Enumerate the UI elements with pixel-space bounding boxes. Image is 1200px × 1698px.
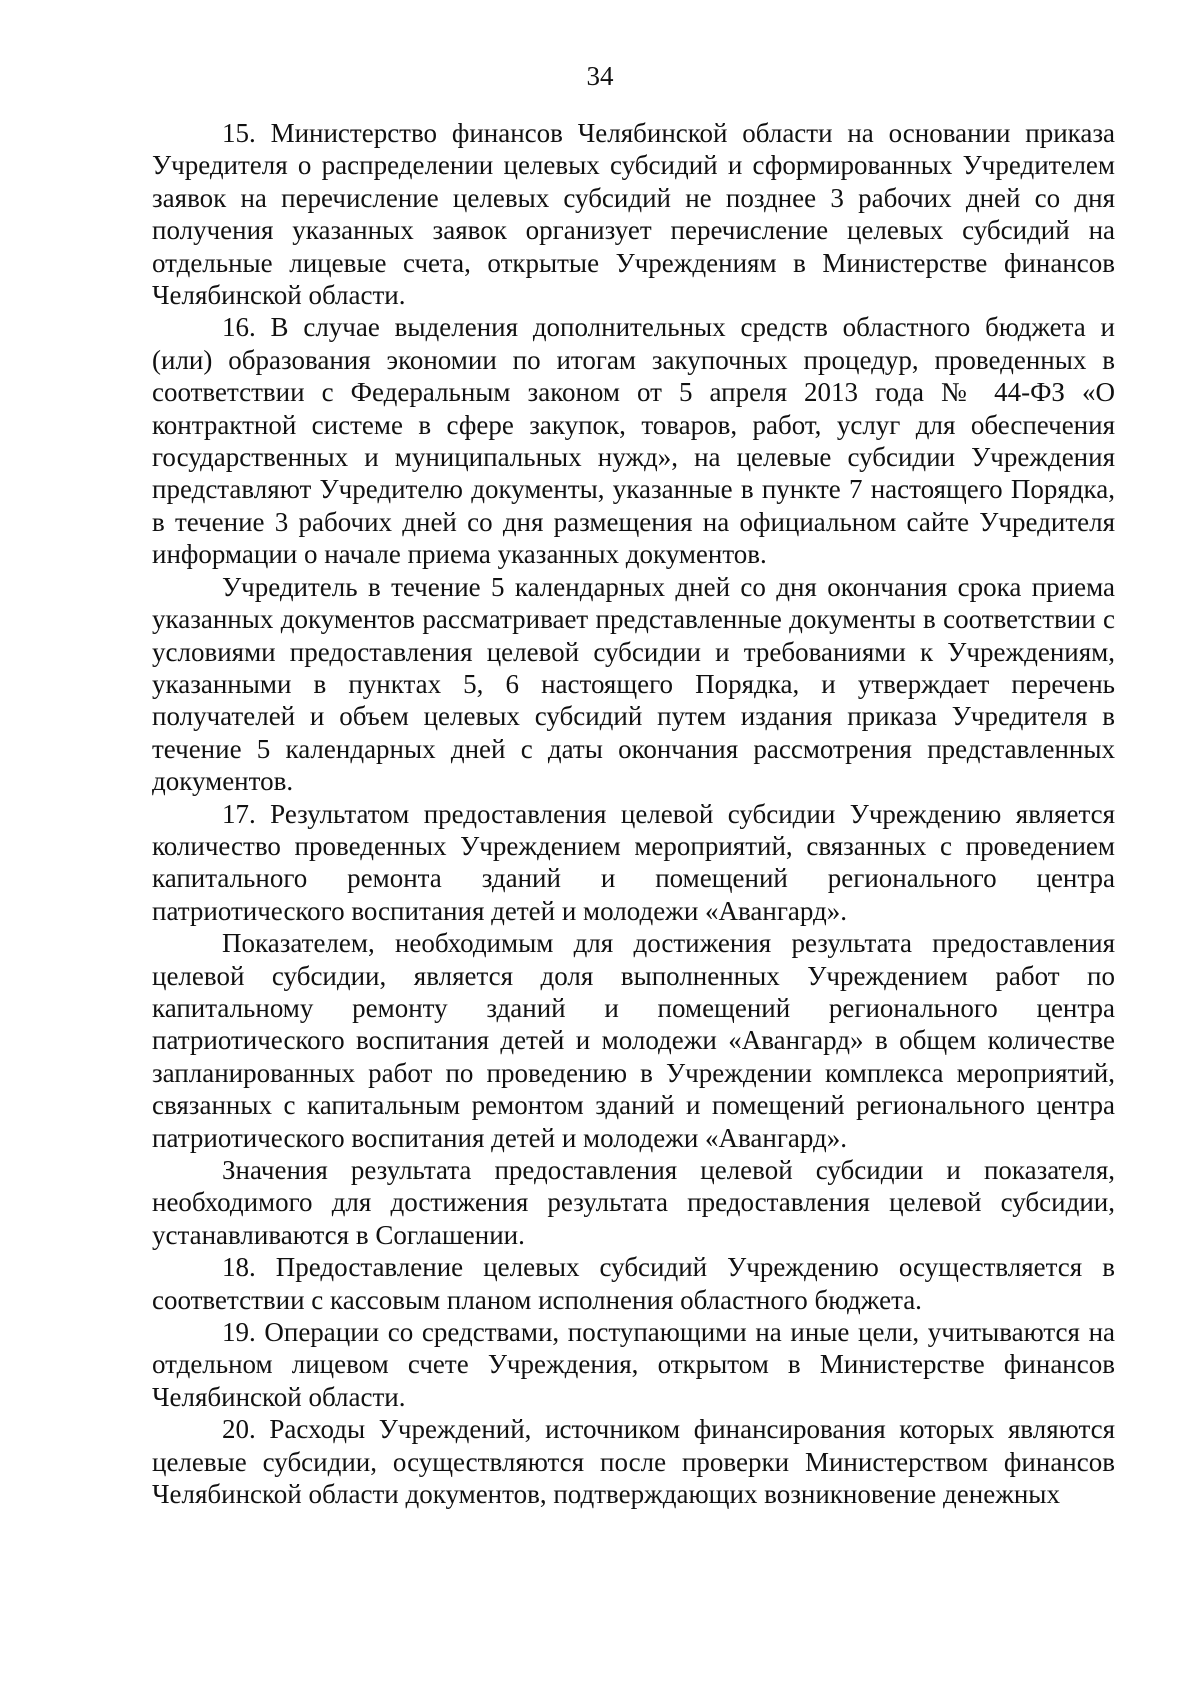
paragraph-15: 15. Министерство финансов Челябинской области на основании приказа Учредителя о распределении целевых субсидий и сформированных Учредителем заявок на перечисление целевых субсидий не позднее 3 рабочих дней со дня получения указанных заявок организует перечисление целевых субсидий на отдельные лицевые счета, открытые Учреждениям в Министерстве финансов Челябинской области.: [152, 118, 1115, 311]
paragraph-17-values: Значения результата предоставления целевой субсидии и показателя, необходимого для достижения результата предоставления целевой субсидии, устанавливаются в Соглашении.: [152, 1155, 1115, 1250]
paragraph-20: 20. Расходы Учреждений, источником финансирования которых являются целевые субсидии, осуществляются после проверки Министерством финансов Челябинской области документов, подтверждающих возникновение денежных: [152, 1414, 1115, 1510]
paragraph-18: 18. Предоставление целевых субсидий Учреждению осуществляется в соответствии с кассовым планом исполнения областного бюджета.: [152, 1252, 1115, 1315]
paragraph-16: 16. В случае выделения дополнительных средств областного бюджета и (или) образования экономии по итогам закупочных процедур, проведенных в соответствии с Федеральным законом от 5 апреля 2013 года № 44-ФЗ «О контрактной системе в сфере закупок, товаров, работ, услуг для обеспечения государственных и муниципальных нужд», на целевые субсидии Учреждения представляют Учредителю документы, указанные в пункте 7 настоящего Порядка, в течение 3 рабочих дней со дня размещения на официальном сайте Учредителя информации о начале приема указанных документов.: [152, 312, 1115, 570]
paragraph-17-indicator: Показателем, необходимым для достижения результата предоставления целевой субсидии, является доля выполненных Учреждением работ по капитальному ремонту зданий и помещений регионального центра патриотического воспитания детей и молодежи «Авангард» в общем количестве запланированных работ по проведению в Учреждении комплекса мероприятий, связанных с капитальным ремонтом зданий и помещений регионального центра патриотического воспитания детей и молодежи «Авангард».: [152, 928, 1115, 1153]
paragraph-17: 17. Результатом предоставления целевой субсидии Учреждению является количество проведенных Учреждением мероприятий, связанных с проведением капитального ремонта зданий и помещений регионального центра патриотического воспитания детей и молодежи «Авангард».: [152, 798, 1115, 926]
page-number: 34: [586, 61, 614, 91]
document-body: [152, 117, 1115, 1510]
paragraph-16-continued: Учредитель в течение 5 календарных дней со дня окончания срока приема указанных документов рассматривает представленные документы в соответствии с условиями предоставления целевой субсидии и требованиями к Учреждениям, указанными в пунктах 5, 6 настоящего Порядка, и утверждает перечень получателей и объем целевых субсидий путем издания приказа Учредителя в течение 5 календарных дней с даты окончания рассмотрения представленных документов.: [152, 571, 1115, 797]
paragraph-19: 19. Операции со средствами, поступающими на иные цели, учитываются на отдельном лицевом счете Учреждения, открытом в Министерстве финансов Челябинской области.: [152, 1317, 1115, 1412]
